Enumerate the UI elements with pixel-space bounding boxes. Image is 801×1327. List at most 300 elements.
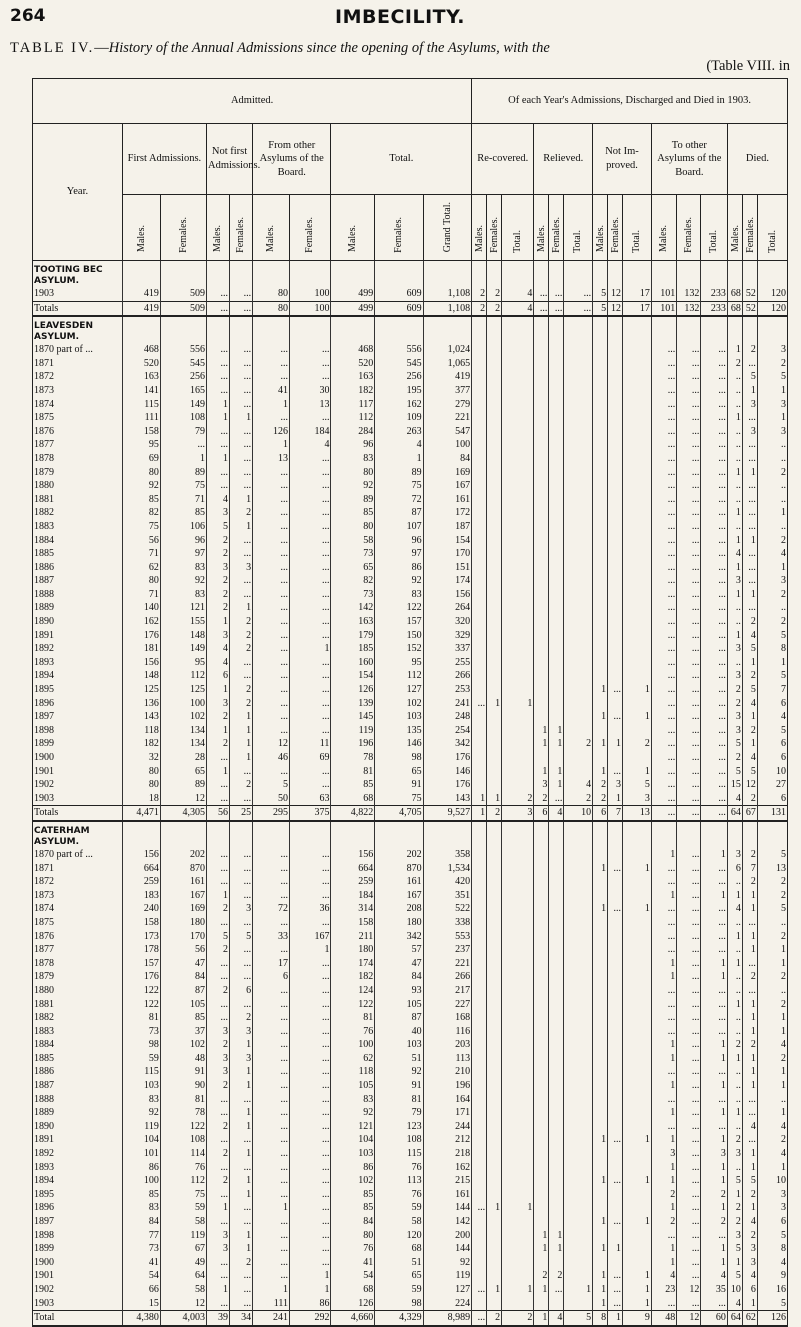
value-cell: 1 <box>230 1038 253 1052</box>
value-cell <box>502 466 534 480</box>
value-cell: ... <box>253 506 290 520</box>
value-cell: ... <box>472 1201 487 1215</box>
value-cell <box>608 1201 623 1215</box>
value-cell <box>549 656 564 670</box>
value-cell <box>549 1079 564 1093</box>
value-cell: 163 <box>122 370 160 384</box>
value-cell <box>564 1188 593 1202</box>
value-cell: 92 <box>375 1065 423 1079</box>
value-cell <box>564 656 593 670</box>
value-cell: 221 <box>423 411 472 425</box>
value-cell <box>549 601 564 615</box>
value-cell <box>564 398 593 412</box>
value-cell <box>564 534 593 548</box>
value-cell <box>549 1065 564 1079</box>
table-row <box>33 1011 788 1025</box>
value-cell <box>608 1188 623 1202</box>
value-cell <box>549 916 564 930</box>
value-cell: ... <box>677 1038 701 1052</box>
value-cell: 181 <box>122 642 160 656</box>
value-cell <box>502 1120 534 1134</box>
value-cell <box>534 683 549 697</box>
value-cell: 182 <box>331 384 375 398</box>
value-cell: 8,989 <box>423 1311 472 1326</box>
blank-cell <box>534 821 549 848</box>
value-cell <box>502 1147 534 1161</box>
value-cell: ... <box>701 943 728 957</box>
value-cell <box>608 656 623 670</box>
value-cell: 5 <box>727 1269 742 1283</box>
section-header <box>33 821 788 848</box>
table-row <box>33 506 788 520</box>
subheader-females <box>160 195 206 261</box>
value-cell: 2 <box>757 534 787 548</box>
value-cell <box>472 970 487 984</box>
value-cell: 3 <box>608 778 623 792</box>
value-cell: ... <box>651 1011 676 1025</box>
value-cell <box>593 370 608 384</box>
value-cell: 2 <box>206 1147 229 1161</box>
value-cell: ... <box>677 765 701 779</box>
value-cell <box>623 384 652 398</box>
value-cell <box>593 343 608 357</box>
value-cell: 1 <box>487 792 502 806</box>
blank-cell <box>206 261 229 288</box>
value-cell: 146 <box>375 737 423 751</box>
table-row <box>33 287 788 301</box>
value-cell <box>534 930 549 944</box>
value-cell <box>549 875 564 889</box>
value-cell: 1 <box>651 1174 676 1188</box>
value-cell: 1 <box>742 1052 757 1066</box>
value-cell: ... <box>677 547 701 561</box>
value-cell: ... <box>253 710 290 724</box>
value-cell: ... <box>651 724 676 738</box>
value-cell: 1,108 <box>423 301 472 316</box>
year-cell: 1876 <box>33 930 123 944</box>
value-cell <box>564 357 593 371</box>
value-cell: 7 <box>757 683 787 697</box>
value-cell: 1 <box>651 1052 676 1066</box>
value-cell: ... <box>677 466 701 480</box>
value-cell <box>623 1256 652 1270</box>
value-cell <box>608 1093 623 1107</box>
value-cell: 4 <box>742 1269 757 1283</box>
value-cell: 119 <box>331 724 375 738</box>
value-cell: 1 <box>230 1242 253 1256</box>
value-cell <box>623 588 652 602</box>
value-cell: ... <box>206 1011 229 1025</box>
value-cell: 1 <box>623 862 652 876</box>
value-cell <box>534 984 549 998</box>
value-cell: 1 <box>727 629 742 643</box>
blank-cell <box>472 821 487 848</box>
value-cell <box>564 629 593 643</box>
value-cell: 2 <box>564 737 593 751</box>
value-cell <box>472 384 487 398</box>
value-cell: 2 <box>757 357 787 371</box>
value-cell: ... <box>206 751 229 765</box>
value-cell: 1 <box>289 1283 330 1297</box>
value-cell: 1 <box>701 1161 728 1175</box>
value-cell: ... <box>651 466 676 480</box>
value-cell <box>534 588 549 602</box>
value-cell <box>623 411 652 425</box>
value-cell: ... <box>289 1215 330 1229</box>
value-cell <box>487 710 502 724</box>
value-cell <box>608 452 623 466</box>
value-cell <box>487 1269 502 1283</box>
value-cell: 1 <box>230 601 253 615</box>
value-cell <box>487 479 502 493</box>
value-cell: ... <box>701 697 728 711</box>
value-cell <box>502 1215 534 1229</box>
value-cell: 148 <box>122 669 160 683</box>
value-cell: 33 <box>253 930 290 944</box>
value-cell: 1 <box>593 902 608 916</box>
value-cell: 89 <box>375 466 423 480</box>
value-cell: 187 <box>423 520 472 534</box>
value-cell <box>534 425 549 439</box>
value-cell: 1 <box>206 889 229 903</box>
value-cell <box>472 778 487 792</box>
value-cell: 1 <box>742 656 757 670</box>
year-cell: 1889 <box>33 1106 123 1120</box>
value-cell <box>564 479 593 493</box>
value-cell <box>608 425 623 439</box>
value-cell <box>502 438 534 452</box>
value-cell: ... <box>230 438 253 452</box>
value-cell: 1 <box>742 1201 757 1215</box>
value-cell: 179 <box>331 629 375 643</box>
value-cell <box>564 1161 593 1175</box>
year-cell: 1879 <box>33 970 123 984</box>
value-cell: 2 <box>742 1038 757 1052</box>
value-cell: 162 <box>122 615 160 629</box>
blank-cell <box>564 261 593 288</box>
value-cell <box>472 547 487 561</box>
value-cell: 221 <box>423 957 472 971</box>
value-cell: 143 <box>122 710 160 724</box>
value-cell: ... <box>289 547 330 561</box>
value-cell: ... <box>289 916 330 930</box>
value-cell: 4 <box>206 642 229 656</box>
year-cell: 1899 <box>33 1242 123 1256</box>
value-cell: 184 <box>331 889 375 903</box>
value-cell: 342 <box>423 737 472 751</box>
value-cell <box>608 1120 623 1134</box>
value-cell: ... <box>677 848 701 862</box>
value-cell <box>593 998 608 1012</box>
table-row <box>33 370 788 384</box>
value-cell <box>564 452 593 466</box>
value-cell: 158 <box>122 916 160 930</box>
value-cell <box>549 848 564 862</box>
value-cell <box>608 930 623 944</box>
year-cell: 1898 <box>33 1229 123 1243</box>
value-cell <box>608 1011 623 1025</box>
value-cell: ... <box>651 751 676 765</box>
value-cell <box>623 1011 652 1025</box>
value-cell <box>564 1269 593 1283</box>
value-cell: ... <box>608 1133 623 1147</box>
value-cell: ... <box>651 1297 676 1311</box>
value-cell: 3 <box>757 574 787 588</box>
value-cell: 122 <box>331 998 375 1012</box>
value-cell: 1 <box>253 1201 290 1215</box>
value-cell <box>502 724 534 738</box>
year-cell: 1870 part of ... <box>33 343 123 357</box>
table-row <box>33 1174 788 1188</box>
value-cell <box>623 957 652 971</box>
value-cell: ... <box>253 601 290 615</box>
value-cell: 1 <box>701 1174 728 1188</box>
value-cell <box>564 561 593 575</box>
value-cell: 91 <box>375 1079 423 1093</box>
value-cell <box>534 479 549 493</box>
value-cell <box>623 1025 652 1039</box>
value-cell: 65 <box>160 765 206 779</box>
table-row <box>33 998 788 1012</box>
value-cell <box>623 452 652 466</box>
table-row <box>33 1229 788 1243</box>
value-cell <box>549 1188 564 1202</box>
value-cell: 103 <box>375 710 423 724</box>
value-cell: ... <box>677 724 701 738</box>
value-cell: .. <box>727 438 742 452</box>
value-cell <box>549 1174 564 1188</box>
value-cell <box>487 669 502 683</box>
value-cell: ... <box>701 452 728 466</box>
value-cell: 80 <box>331 466 375 480</box>
value-cell: 8 <box>593 1311 608 1326</box>
value-cell: 1 <box>230 724 253 738</box>
value-cell: 1 <box>623 1133 652 1147</box>
value-cell <box>472 493 487 507</box>
value-cell: 6 <box>534 806 549 821</box>
value-cell: 178 <box>122 943 160 957</box>
value-cell: .. <box>727 943 742 957</box>
year-cell: 1898 <box>33 724 123 738</box>
value-cell: 140 <box>122 601 160 615</box>
value-cell: 2 <box>757 588 787 602</box>
value-cell <box>502 629 534 643</box>
value-cell: ... <box>253 656 290 670</box>
value-cell: 174 <box>423 574 472 588</box>
value-cell: 3 <box>206 1242 229 1256</box>
value-cell: 870 <box>160 862 206 876</box>
value-cell: 58 <box>160 1283 206 1297</box>
value-cell: 85 <box>160 506 206 520</box>
value-cell: .. <box>727 656 742 670</box>
value-cell: 1 <box>487 1201 502 1215</box>
value-cell <box>608 438 623 452</box>
value-cell: 68 <box>331 792 375 806</box>
value-cell: 1 <box>534 765 549 779</box>
value-cell: 351 <box>423 889 472 903</box>
value-cell: 167 <box>375 889 423 903</box>
value-cell: 98 <box>122 1038 160 1052</box>
value-cell: 73 <box>122 1242 160 1256</box>
value-cell: 1 <box>742 1079 757 1093</box>
value-cell: 1 <box>757 1079 787 1093</box>
value-cell <box>623 506 652 520</box>
subheader-males <box>253 195 290 261</box>
value-cell: 92 <box>375 574 423 588</box>
value-cell <box>534 1038 549 1052</box>
value-cell: 168 <box>423 1011 472 1025</box>
value-cell <box>534 642 549 656</box>
value-cell: 4 <box>727 547 742 561</box>
value-cell: 1 <box>608 1242 623 1256</box>
value-cell <box>623 1161 652 1175</box>
value-cell: 468 <box>331 343 375 357</box>
value-cell <box>502 710 534 724</box>
value-cell: 1 <box>487 1283 502 1297</box>
value-cell <box>487 656 502 670</box>
value-cell: 86 <box>289 1297 330 1311</box>
value-cell: 12 <box>742 778 757 792</box>
value-cell <box>534 875 549 889</box>
value-cell: 81 <box>331 1011 375 1025</box>
value-cell: 2 <box>206 943 229 957</box>
value-cell: 3 <box>757 343 787 357</box>
value-cell: ... <box>742 357 757 371</box>
value-cell: 224 <box>423 1297 472 1311</box>
value-cell: 215 <box>423 1174 472 1188</box>
value-cell <box>487 1106 502 1120</box>
value-cell: ... <box>677 902 701 916</box>
value-cell: 12 <box>160 792 206 806</box>
year-cell: 1888 <box>33 588 123 602</box>
value-cell <box>549 957 564 971</box>
table-row <box>33 683 788 697</box>
value-cell: 6 <box>742 1283 757 1297</box>
value-cell <box>549 520 564 534</box>
value-cell: 259 <box>122 875 160 889</box>
subheader-males <box>727 195 742 261</box>
blank-cell <box>206 821 229 848</box>
blank-cell <box>122 821 160 848</box>
value-cell: 93 <box>375 984 423 998</box>
value-cell <box>564 710 593 724</box>
blank-cell <box>677 821 701 848</box>
value-cell: 1 <box>651 1242 676 1256</box>
value-cell: 100 <box>423 438 472 452</box>
value-cell <box>472 1256 487 1270</box>
value-cell: 2 <box>230 1011 253 1025</box>
value-cell: 120 <box>757 287 787 301</box>
value-cell: 358 <box>423 848 472 862</box>
value-cell: 499 <box>331 301 375 316</box>
value-cell <box>623 425 652 439</box>
value-cell <box>593 1256 608 1270</box>
value-cell: ... <box>701 916 728 930</box>
value-cell <box>472 1065 487 1079</box>
subheader-males <box>472 195 487 261</box>
value-cell: 264 <box>423 601 472 615</box>
value-cell: 13 <box>623 806 652 821</box>
table-row <box>33 493 788 507</box>
year-cell: 1883 <box>33 520 123 534</box>
value-cell: ... <box>253 547 290 561</box>
value-cell <box>549 683 564 697</box>
value-cell: 10 <box>757 765 787 779</box>
value-cell: 66 <box>122 1283 160 1297</box>
value-cell <box>593 1025 608 1039</box>
value-cell <box>593 943 608 957</box>
value-cell: 54 <box>331 1269 375 1283</box>
value-cell: 1 <box>230 1120 253 1134</box>
value-cell: ... <box>701 534 728 548</box>
value-cell: ... <box>289 629 330 643</box>
value-cell <box>593 1079 608 1093</box>
value-cell: 1 <box>701 1133 728 1147</box>
value-cell <box>549 669 564 683</box>
value-cell: ... <box>289 357 330 371</box>
subheader-total <box>502 195 534 261</box>
value-cell: ... <box>230 384 253 398</box>
value-cell: 48 <box>651 1311 676 1326</box>
value-cell <box>564 916 593 930</box>
value-cell <box>593 1201 608 1215</box>
value-cell <box>593 398 608 412</box>
year-cell: 1901 <box>33 765 123 779</box>
value-cell: 2 <box>487 301 502 316</box>
value-cell: 16 <box>757 1283 787 1297</box>
value-cell: 12 <box>608 301 623 316</box>
value-cell: .. <box>727 398 742 412</box>
value-cell: 80 <box>253 287 290 301</box>
value-cell <box>534 438 549 452</box>
value-cell: 4 <box>757 1147 787 1161</box>
table-row <box>33 862 788 876</box>
value-cell: 97 <box>375 547 423 561</box>
value-cell <box>593 970 608 984</box>
value-cell: 41 <box>253 384 290 398</box>
value-cell: 2 <box>502 792 534 806</box>
value-cell: ... <box>651 506 676 520</box>
value-cell <box>502 1065 534 1079</box>
table-row <box>33 902 788 916</box>
value-cell: ... <box>677 506 701 520</box>
value-cell: ... <box>289 1161 330 1175</box>
value-cell: 2 <box>206 547 229 561</box>
value-cell <box>623 656 652 670</box>
value-cell <box>472 1079 487 1093</box>
value-cell <box>608 1079 623 1093</box>
value-cell: 13 <box>253 452 290 466</box>
value-cell: 3 <box>742 1242 757 1256</box>
value-cell: 100 <box>122 1174 160 1188</box>
value-cell <box>502 916 534 930</box>
value-cell: 92 <box>122 479 160 493</box>
table-row <box>33 765 788 779</box>
value-cell: 132 <box>677 287 701 301</box>
value-cell: 182 <box>331 970 375 984</box>
value-cell: ... <box>651 765 676 779</box>
value-cell: ... <box>230 1215 253 1229</box>
value-cell <box>534 902 549 916</box>
value-cell: 87 <box>375 506 423 520</box>
value-cell <box>487 1038 502 1052</box>
year-cell: 1880 <box>33 479 123 493</box>
value-cell: 195 <box>375 384 423 398</box>
value-cell: ... <box>253 1093 290 1107</box>
value-cell <box>564 1106 593 1120</box>
value-cell: 1 <box>593 710 608 724</box>
table-row <box>33 1201 788 1215</box>
